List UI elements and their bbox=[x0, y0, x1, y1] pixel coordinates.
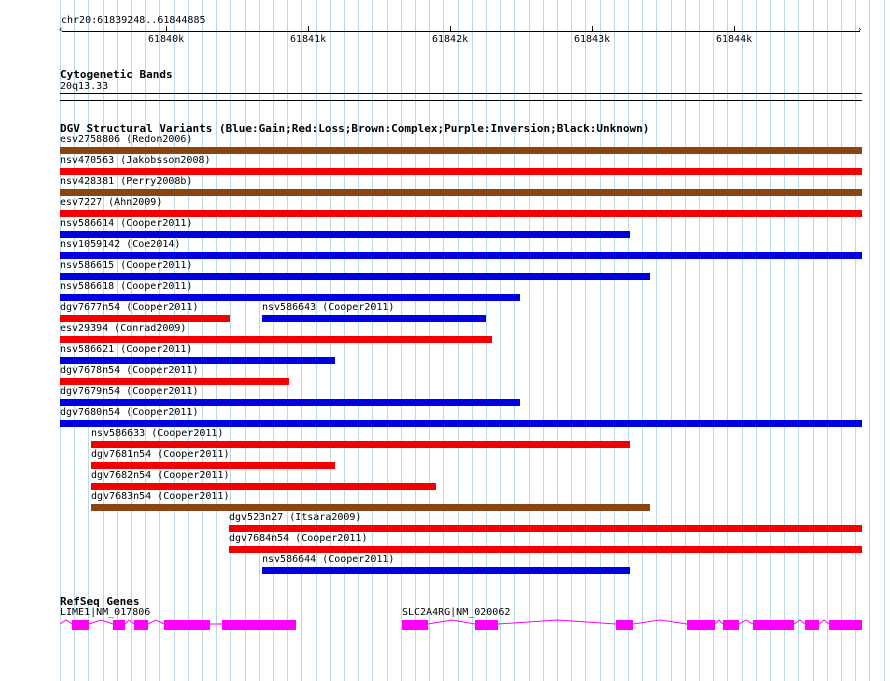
ruler-tick bbox=[734, 26, 735, 32]
grid-line bbox=[770, 0, 771, 681]
grid-line bbox=[884, 0, 885, 681]
variant-bar[interactable] bbox=[60, 210, 862, 217]
gene-exon[interactable] bbox=[475, 620, 498, 630]
grid-line bbox=[841, 0, 842, 681]
variant-label: dgv7684n54 (Cooper2011) bbox=[229, 533, 368, 544]
region-label: chr20:61839248..61844885 bbox=[61, 15, 206, 26]
variant-label: nsv586618 (Cooper2011) bbox=[60, 281, 193, 292]
variant-bar[interactable] bbox=[60, 294, 520, 301]
variant-bar[interactable] bbox=[60, 252, 862, 259]
variant-bar[interactable] bbox=[91, 504, 650, 511]
grid-line bbox=[671, 0, 672, 681]
grid-line bbox=[756, 0, 757, 681]
variant-label: nsv586621 (Cooper2011) bbox=[60, 344, 193, 355]
variant-label: nsv470563 (Jakobsson2008) bbox=[60, 155, 211, 166]
variant-label: nsv586614 (Cooper2011) bbox=[60, 218, 193, 229]
variant-bar[interactable] bbox=[262, 315, 486, 322]
gene-exon[interactable] bbox=[687, 620, 715, 630]
cytoband-bottom-line bbox=[60, 100, 862, 101]
gene-exon[interactable] bbox=[616, 620, 633, 630]
grid-line bbox=[500, 0, 501, 681]
variant-bar[interactable] bbox=[60, 399, 520, 406]
variant-bar[interactable] bbox=[60, 357, 335, 364]
grid-line bbox=[685, 0, 686, 681]
variant-label: dgv523n27 (Itsara2009) bbox=[229, 512, 362, 523]
grid-line bbox=[713, 0, 714, 681]
ruler-tick bbox=[166, 26, 167, 32]
ruler-axis bbox=[62, 31, 860, 32]
variant-bar[interactable] bbox=[60, 420, 862, 427]
variant-label: dgv7683n54 (Cooper2011) bbox=[91, 491, 230, 502]
variant-bar[interactable] bbox=[60, 273, 650, 280]
grid-line bbox=[813, 0, 814, 681]
grid-line bbox=[798, 0, 799, 681]
variant-label: dgv7677n54 (Cooper2011) bbox=[60, 302, 199, 313]
grid-line bbox=[656, 0, 657, 681]
grid-line bbox=[557, 0, 558, 681]
grid-line bbox=[585, 0, 586, 681]
variant-label: nsv586633 (Cooper2011) bbox=[91, 428, 224, 439]
ruler-tick bbox=[592, 26, 593, 32]
ruler-tick-label: 61843k bbox=[574, 34, 611, 45]
gene-exon[interactable] bbox=[829, 620, 862, 630]
grid-line bbox=[742, 0, 743, 681]
gene-exon[interactable] bbox=[222, 620, 296, 630]
gene-label: SLC2A4RG|NM_020062 bbox=[402, 607, 511, 618]
gene-exon[interactable] bbox=[134, 620, 148, 630]
grid-line bbox=[614, 0, 615, 681]
variant-bar[interactable] bbox=[91, 462, 335, 469]
variant-label: dgv7681n54 (Cooper2011) bbox=[91, 449, 230, 460]
ruler-tick-label: 61842k bbox=[432, 34, 469, 45]
gene-exon[interactable] bbox=[164, 620, 210, 630]
ruler-tick bbox=[308, 26, 309, 32]
variant-label: nsv586643 (Cooper2011) bbox=[262, 302, 395, 313]
gene-exon[interactable] bbox=[805, 620, 819, 630]
variant-label: dgv7679n54 (Cooper2011) bbox=[60, 386, 199, 397]
variant-label: dgv7682n54 (Cooper2011) bbox=[91, 470, 230, 481]
gene-exon[interactable] bbox=[72, 620, 89, 630]
grid-line bbox=[642, 0, 643, 681]
variant-label: nsv428381 (Perry2008b) bbox=[60, 176, 193, 187]
variant-label: nsv1059142 (Coe2014) bbox=[60, 239, 181, 250]
grid-line bbox=[855, 0, 856, 681]
ruler-tick-label: 61840k bbox=[148, 34, 185, 45]
variant-label: esv7227 (Ahn2009) bbox=[60, 197, 163, 208]
grid-line bbox=[571, 0, 572, 681]
variant-label: nsv586644 (Cooper2011) bbox=[262, 554, 395, 565]
cytoband-track-title: Cytogenetic Bands bbox=[60, 68, 173, 81]
dgv-track-title: DGV Structural Variants (Blue:Gain;Red:Loss;Brown:Complex;Purple:Inversion;Black:Unknown) bbox=[60, 122, 650, 135]
grid-line bbox=[529, 0, 530, 681]
grid-line bbox=[869, 0, 870, 681]
grid-line bbox=[600, 0, 601, 681]
gene-exon[interactable] bbox=[753, 620, 794, 630]
grid-line bbox=[543, 0, 544, 681]
ruler-left-arrow-icon: ‹ bbox=[58, 25, 64, 35]
variant-bar[interactable] bbox=[262, 567, 630, 574]
ruler-tick bbox=[450, 26, 451, 32]
variant-label: dgv7678n54 (Cooper2011) bbox=[60, 365, 199, 376]
variant-bar[interactable] bbox=[60, 231, 630, 238]
variant-bar[interactable] bbox=[229, 546, 862, 553]
grid-line bbox=[827, 0, 828, 681]
variant-bar[interactable] bbox=[60, 147, 862, 154]
variant-label: esv29394 (Conrad2009) bbox=[60, 323, 187, 334]
variant-label: nsv586615 (Cooper2011) bbox=[60, 260, 193, 271]
grid-line bbox=[514, 0, 515, 681]
refseq-track-title: RefSeq Genes bbox=[60, 595, 140, 608]
variant-bar[interactable] bbox=[60, 336, 492, 343]
gene-exon[interactable] bbox=[402, 620, 428, 630]
variant-bar[interactable] bbox=[60, 315, 230, 322]
variant-label: dgv7680n54 (Cooper2011) bbox=[60, 407, 199, 418]
gene-models bbox=[0, 612, 890, 642]
ruler-tick-label: 61841k bbox=[290, 34, 327, 45]
grid-line bbox=[699, 0, 700, 681]
cytoband-label: 20q13.33 bbox=[60, 81, 109, 92]
variant-bar[interactable] bbox=[60, 378, 289, 385]
variant-bar[interactable] bbox=[91, 441, 630, 448]
variant-bar[interactable] bbox=[60, 168, 862, 175]
variant-bar[interactable] bbox=[60, 189, 862, 196]
gene-exon[interactable] bbox=[723, 620, 739, 630]
ruler-right-arrow-icon: › bbox=[857, 25, 863, 35]
grid-line bbox=[784, 0, 785, 681]
gene-label: LIME1|NM_017806 bbox=[60, 607, 151, 618]
ruler-tick-label: 61844k bbox=[716, 34, 753, 45]
variant-bar[interactable] bbox=[229, 525, 862, 532]
grid-line bbox=[628, 0, 629, 681]
variant-bar[interactable] bbox=[91, 483, 436, 490]
cytoband-top-line bbox=[60, 93, 862, 94]
grid-line bbox=[727, 0, 728, 681]
gene-exon[interactable] bbox=[113, 620, 125, 630]
variant-label: esv2758806 (Redon2006) bbox=[60, 134, 193, 145]
